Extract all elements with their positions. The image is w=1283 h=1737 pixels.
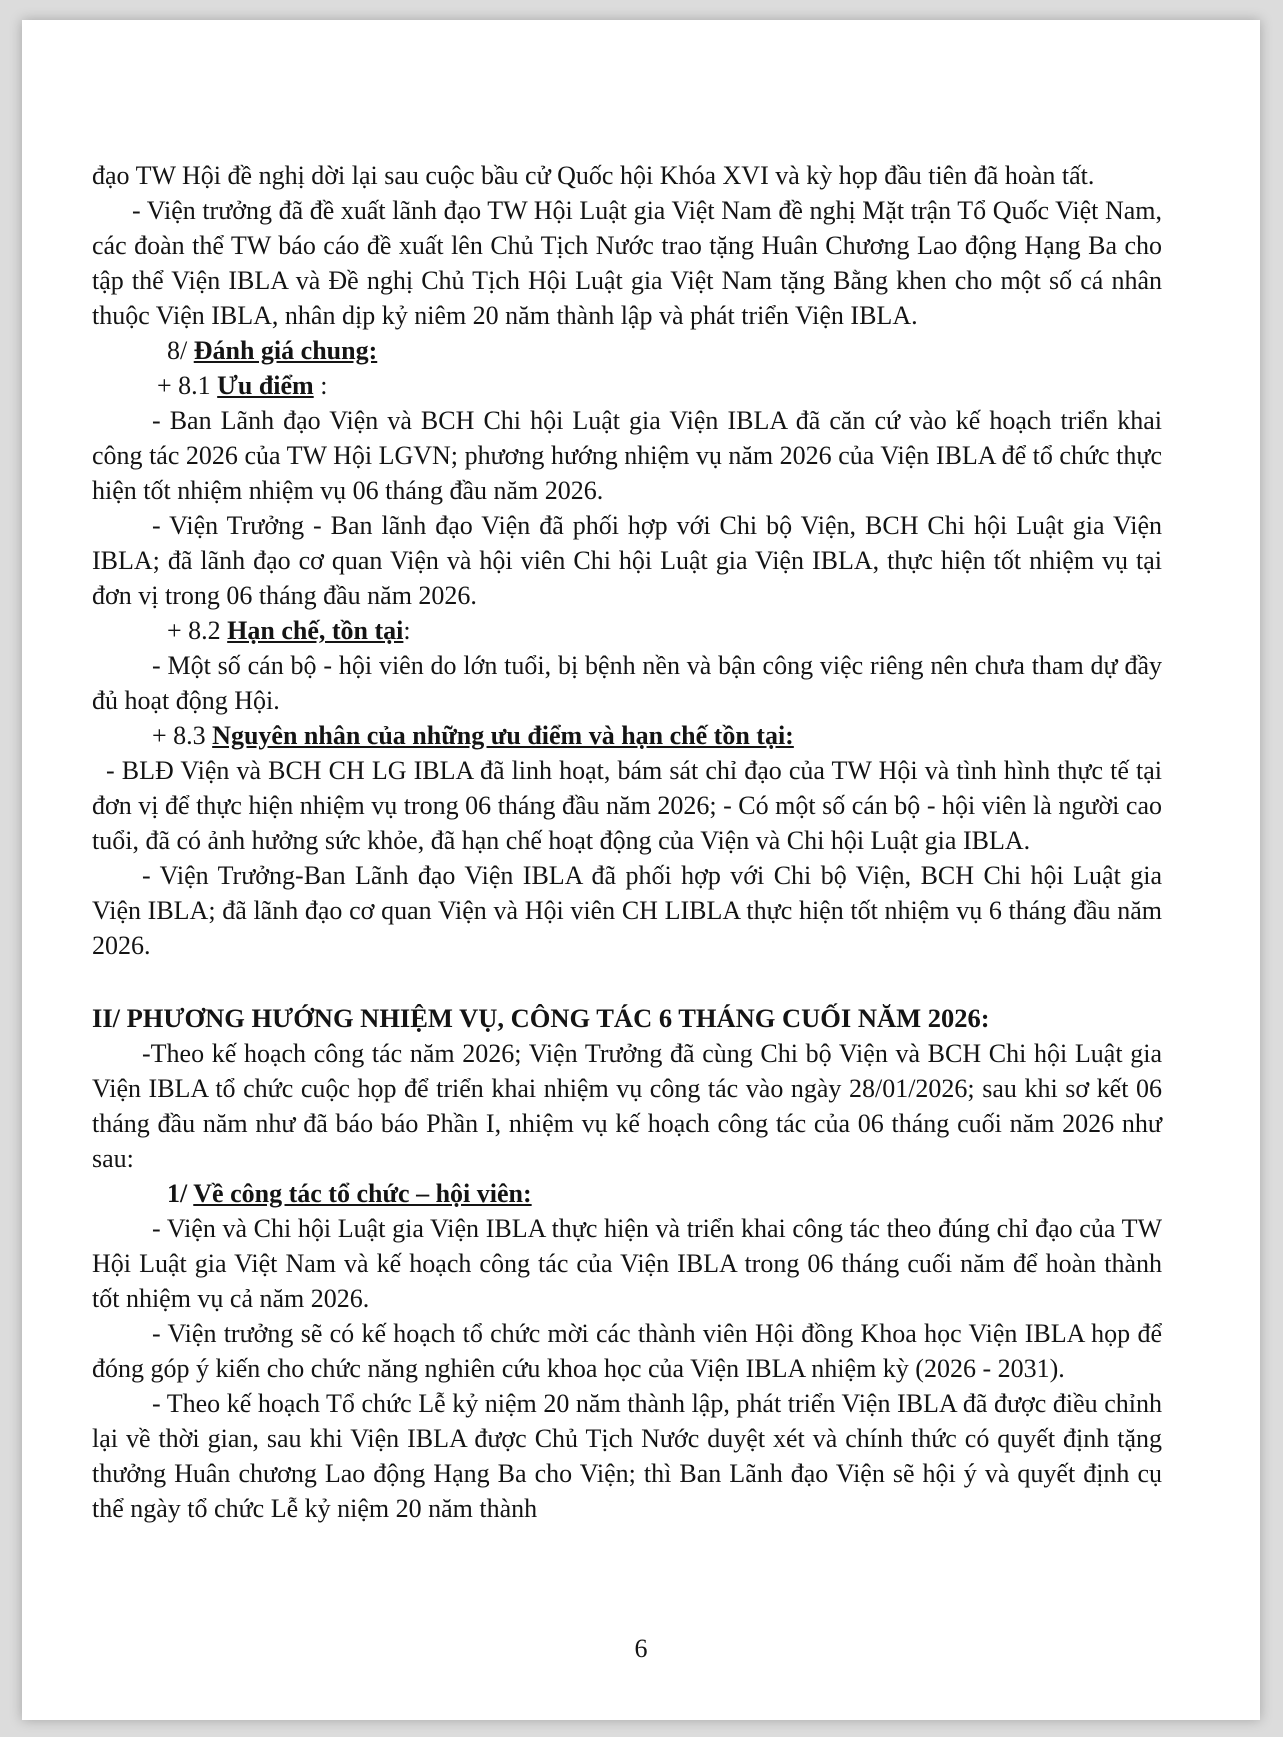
document-body [92, 158, 1162, 1526]
heading-number: + 8.2 [167, 616, 228, 645]
heading-title: Về công tác tổ chức – hội viên: [193, 1179, 532, 1208]
paragraph: - Ban Lãnh đạo Viện và BCH Chi hội Luật gia Viện IBLA đã căn cứ vào kế hoạch triển khai công tác 2026 của TW Hội LGVN; phương hướng nhiệm vụ năm 2026 của Viện IBLA để tổ chức thực hiện tốt nhiệm nhiệm vụ 06 tháng đầu năm 2026. [92, 406, 1162, 505]
heading-title: Hạn chế, tồn tại [227, 616, 404, 645]
heading-8-2 [92, 613, 1162, 648]
heading-title: Nguyên nhân của những ưu điểm và hạn chế tồn tại: [212, 721, 794, 750]
paragraph: -Theo kế hoạch công tác năm 2026; Viện Trưởng đã cùng Chi bộ Viện và BCH Chi hội Luật gia Viện IBLA tổ chức cuộc họp để triển khai nhiệm vụ công tác vào ngày 28/01/2026; sau khi sơ kết 06 tháng đầu năm như đã báo báo Phần I, nhiệm vụ kế hoạch công tác của 06 tháng cuối năm 2026 như sau: [92, 1039, 1162, 1173]
paragraph: - Viện Trưởng - Ban lãnh đạo Viện đã phối hợp với Chi bộ Viện, BCH Chi hội Luật gia Viện IBLA; đã lãnh đạo cơ quan Viện và hội viên Chi hội Luật gia Viện IBLA, thực hiện tốt nhiệm vụ tại đơn vị trong 06 tháng đầu năm 2026. [92, 511, 1162, 610]
heading-8 [92, 333, 1162, 368]
paragraph: - BLĐ Viện và BCH CH LG IBLA đã linh hoạt, bám sát chỉ đạo của TW Hội và tình hình thực tế tại đơn vị để thực hiện nhiệm vụ trong 06 tháng đầu năm 2026; - Có một số cán bộ - hội viên là người cao tuổi, đã có ảnh hưởng sức khỏe, đã hạn chế hoạt động của Viện và Chi hội Luật gia IBLA. [92, 756, 1162, 855]
heading-number: + 8.3 [152, 721, 213, 750]
paragraph: - Một số cán bộ - hội viên do lớn tuổi, bị bệnh nền và bận công việc riêng nên chưa tham dự đầy đủ hoạt động Hội. [92, 651, 1162, 715]
heading-number: + 8.1 [157, 371, 218, 400]
paragraph: - Theo kế hoạch Tổ chức Lễ kỷ niệm 20 năm thành lập, phát triển Viện IBLA đã được điều chỉnh lại về thời gian, sau khi Viện IBLA được Chủ Tịch Nước duyệt xét và chính thức có quyết định tặng thưởng Huân chương Lao động Hạng Ba cho Viện; thì Ban Lãnh đạo Viện sẽ hội ý và quyết định cụ thể ngày tổ chức Lễ kỷ niệm 20 năm thành [92, 1389, 1162, 1523]
heading-1 [92, 1176, 1162, 1211]
paragraph: - Viện Trưởng-Ban Lãnh đạo Viện IBLA đã phối hợp với Chi bộ Viện, BCH Chi hội Luật gia Viện IBLA; đã lãnh đạo cơ quan Viện và Hội viên CH LIBLA thực hiện tốt nhiệm vụ 6 tháng đầu năm 2026. [92, 861, 1162, 960]
paragraph: - Viện trưởng đã đề xuất lãnh đạo TW Hội Luật gia Việt Nam đề nghị Mặt trận Tổ Quốc Việt Nam, các đoàn thể TW báo cáo đề xuất lên Chủ Tịch Nước trao tặng Huân Chương Lao động Hạng Ba cho tập thể Viện IBLA và Đề nghị Chủ Tịch Hội Luật gia Việt Nam tặng Bằng khen cho một số cá nhân thuộc Viện IBLA, nhân dịp kỷ niêm 20 năm thành lập và phát triển Viện IBLA. [92, 196, 1162, 330]
section-heading: II/ PHƯƠNG HƯỚNG NHIỆM VỤ, CÔNG TÁC 6 THÁNG CUỐI NĂM 2026: [92, 1003, 990, 1033]
paragraph: đạo TW Hội đề nghị dời lại sau cuộc bầu cử Quốc hội Khóa XVI và kỳ họp đầu tiên đã hoàn tất. [92, 161, 1095, 190]
heading-number: 8/ [167, 336, 194, 365]
heading-title: Ưu điểm [217, 371, 314, 400]
paragraph: - Viện trưởng sẽ có kế hoạch tổ chức mời các thành viên Hội đồng Khoa học Viện IBLA họp để đóng góp ý kiến cho chức năng nghiên cứu khoa học của Viện IBLA nhiệm kỳ (2026 - 2031). [92, 1319, 1162, 1383]
heading-title: Đánh giá chung: [193, 336, 378, 365]
heading-tail: : [403, 616, 411, 645]
heading-8-3 [92, 718, 1162, 753]
page-number: 6 [634, 1634, 648, 1663]
heading-8-1 [92, 368, 1162, 403]
document-page [22, 20, 1260, 1720]
paragraph: - Viện và Chi hội Luật gia Viện IBLA thực hiện và triển khai công tác theo đúng chỉ đạo của TW Hội Luật gia Việt Nam và kế hoạch công tác của Viện IBLA trong 06 tháng cuối năm để hoàn thành tốt nhiệm vụ cả năm 2026. [92, 1214, 1162, 1313]
heading-tail: : [313, 371, 328, 400]
heading-number: 1/ [167, 1179, 194, 1208]
